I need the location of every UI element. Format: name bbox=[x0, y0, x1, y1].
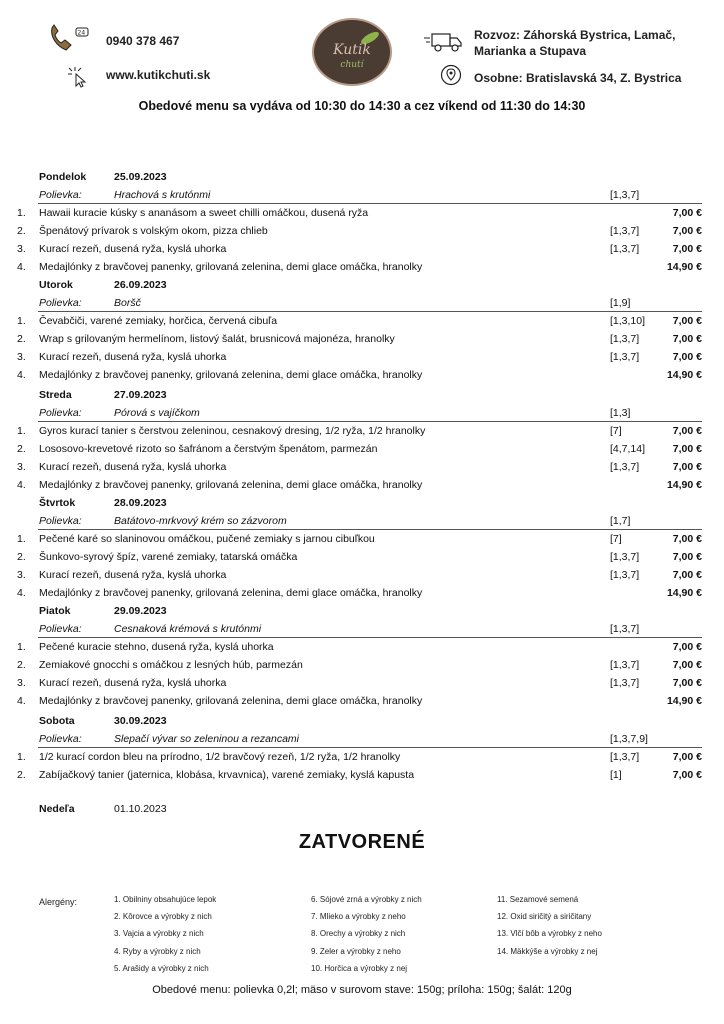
allergen-item: 4. Ryby a výrobky z nich bbox=[114, 946, 201, 956]
day-header bbox=[0, 168, 724, 186]
serving-hours: Obedové menu sa vydáva od 10:30 do 14:30 a cez víkend od 11:30 do 14:30 bbox=[138, 99, 586, 113]
allergen-item: 3. Vajcia a výrobky z nich bbox=[114, 929, 204, 939]
soup-name: Hrachová s krutónmi bbox=[114, 189, 211, 201]
menu-item bbox=[0, 584, 724, 602]
menu-item bbox=[0, 674, 724, 692]
menu-item bbox=[0, 258, 724, 276]
item-number: 1. bbox=[17, 641, 26, 653]
sunday-row bbox=[0, 800, 724, 818]
day-date: 30.09.2023 bbox=[114, 715, 167, 727]
item-number: 4. bbox=[17, 587, 26, 599]
soup-label: Polievka: bbox=[39, 515, 82, 527]
item-number: 3. bbox=[17, 243, 26, 255]
menu-item bbox=[0, 240, 724, 258]
item-number: 2. bbox=[17, 443, 26, 455]
soup-label: Polievka: bbox=[39, 189, 82, 201]
soup-name: Cesnaková krémová s krutónmi bbox=[114, 623, 262, 635]
dish-allergens: [7] bbox=[610, 533, 622, 545]
item-number: 2. bbox=[17, 769, 26, 781]
item-number: 2. bbox=[17, 225, 26, 237]
dish-name: Špenátový prívarok s volským okom, pizza chlieb bbox=[39, 225, 268, 237]
dish-name: Lososovo-krevetové rizoto so šafránom a čerstvým špenátom, parmezán bbox=[39, 443, 378, 455]
dish-allergens: [1,3,7] bbox=[610, 333, 640, 345]
menu-item bbox=[0, 204, 724, 222]
logo-subtext: chutí bbox=[340, 60, 364, 70]
day-date: 29.09.2023 bbox=[114, 605, 167, 617]
dish-price: 14,90 € bbox=[666, 369, 702, 381]
dish-price: 7,00 € bbox=[672, 677, 702, 689]
dish-price: 7,00 € bbox=[672, 551, 702, 563]
dish-name: Kurací rezeň, dusená ryža, kyslá uhorka bbox=[39, 569, 227, 581]
item-number: 3. bbox=[17, 351, 26, 363]
dish-name: Kurací rezeň, dusená ryža, kyslá uhorka bbox=[39, 461, 227, 473]
allergen-item: 13. Vlčí bôb a výrobky z neho bbox=[497, 929, 602, 939]
dish-name: Medajlónky z bravčovej panenky, grilovaná zelenina, demi glace omáčka, hranolky bbox=[39, 369, 423, 381]
dish-price: 7,00 € bbox=[672, 225, 702, 237]
dish-name: Kurací rezeň, dusená ryža, kyslá uhorka bbox=[39, 243, 227, 255]
dish-allergens: [1,3,7] bbox=[610, 659, 640, 671]
day-name: Piatok bbox=[39, 605, 71, 617]
logo bbox=[312, 18, 392, 86]
dish-price: 7,00 € bbox=[672, 751, 702, 763]
dish-allergens: [1,3,7] bbox=[610, 569, 640, 581]
menu-item bbox=[0, 748, 724, 766]
menu-item bbox=[0, 692, 724, 710]
allergen-item: 12. Oxid siričitý a siričitany bbox=[497, 912, 592, 922]
dish-price: 14,90 € bbox=[666, 587, 702, 599]
item-number: 2. bbox=[17, 333, 26, 345]
day-header bbox=[0, 602, 724, 620]
dish-price: 7,00 € bbox=[672, 315, 702, 327]
menu-item bbox=[0, 548, 724, 566]
dish-name: Medajlónky z bravčovej panenky, grilovaná zelenina, demi glace omáčka, hranolky bbox=[39, 695, 423, 707]
soup-name: Boršč bbox=[114, 297, 141, 309]
soup-allergens: [1,3] bbox=[610, 407, 631, 419]
item-number: 3. bbox=[17, 461, 26, 473]
soup-label: Polievka: bbox=[39, 733, 82, 745]
day-date: 26.09.2023 bbox=[114, 279, 167, 291]
item-number: 1. bbox=[17, 425, 26, 437]
soup-name: Slepačí vývar so zeleninou a rezancami bbox=[114, 733, 300, 745]
menu-item bbox=[0, 458, 724, 476]
menu-item bbox=[0, 766, 724, 784]
dish-price: 7,00 € bbox=[672, 333, 702, 345]
day-date: 27.09.2023 bbox=[114, 389, 167, 401]
delivery-line-1: Rozvoz: Záhorská Bystrica, Lamač, bbox=[474, 28, 676, 42]
day-header bbox=[0, 386, 724, 404]
menu-item bbox=[0, 566, 724, 584]
dish-price: 7,00 € bbox=[672, 569, 702, 581]
dish-name: Medajlónky z bravčovej panenky, grilovaná zelenina, demi glace omáčka, hranolky bbox=[39, 261, 423, 273]
soup-name: Batátovo-mrkvový krém so zázvorom bbox=[114, 515, 287, 527]
dish-price: 7,00 € bbox=[672, 243, 702, 255]
item-number: 1. bbox=[17, 207, 26, 219]
delivery-truck-icon bbox=[424, 30, 464, 54]
closed-notice: ZATVORENÉ bbox=[298, 831, 426, 853]
dish-price: 7,00 € bbox=[672, 351, 702, 363]
dish-name: 1/2 kurací cordon bleu na prírodno, 1/2 bravčový rezeň, 1/2 ryža, 1/2 hranolky bbox=[39, 751, 401, 763]
phone-icon bbox=[46, 22, 90, 54]
dish-name: Medajlónky z bravčovej panenky, grilovaná zelenina, demi glace omáčka, hranolky bbox=[39, 479, 423, 491]
dish-price: 7,00 € bbox=[672, 425, 702, 437]
dish-price: 7,00 € bbox=[672, 533, 702, 545]
allergen-item: 7. Mlieko a výrobky z neho bbox=[311, 912, 406, 922]
item-number: 1. bbox=[17, 315, 26, 327]
day-name: Sobota bbox=[39, 715, 75, 727]
menu-item bbox=[0, 330, 724, 348]
soup-label: Polievka: bbox=[39, 407, 82, 419]
allergen-item: 10. Horčica a výrobky z nej bbox=[311, 963, 408, 973]
day-header bbox=[0, 276, 724, 294]
soup-row bbox=[0, 404, 724, 422]
dish-allergens: [1,3,7] bbox=[610, 751, 640, 763]
menu-item bbox=[0, 656, 724, 674]
item-number: 4. bbox=[17, 369, 26, 381]
dish-allergens: [1,3,7] bbox=[610, 677, 640, 689]
menu-item bbox=[0, 530, 724, 548]
allergen-item: 2. Kôrovce a výrobky z nich bbox=[114, 912, 212, 922]
dish-name: Pečené kuracie stehno, dusená ryža, kyslá uhorka bbox=[39, 641, 274, 653]
allergens-label: Alergény: bbox=[39, 897, 78, 907]
dish-name: Pečené karé so slaninovou omáčkou, pučené zemiaky s jarnou cibuľkou bbox=[39, 533, 375, 545]
menu-item bbox=[0, 222, 724, 240]
item-number: 3. bbox=[17, 677, 26, 689]
item-number: 4. bbox=[17, 479, 26, 491]
allergen-item: 1. Obilniny obsahujúce lepok bbox=[114, 895, 217, 904]
day-name: Utorok bbox=[39, 279, 73, 291]
allergen-item: 5. Arašidy a výrobky z nich bbox=[114, 963, 209, 973]
dish-price: 7,00 € bbox=[672, 443, 702, 455]
phone-number[interactable]: 0940 378 467 bbox=[106, 34, 180, 48]
dish-name: Kurací rezeň, dusená ryža, kyslá uhorka bbox=[39, 677, 227, 689]
dish-price: 7,00 € bbox=[672, 207, 702, 219]
day-header bbox=[0, 712, 724, 730]
menu-item bbox=[0, 312, 724, 330]
dish-allergens: [4,7,14] bbox=[610, 443, 646, 455]
soup-allergens: [1,3,7] bbox=[610, 623, 640, 635]
day-date: 01.10.2023 bbox=[114, 803, 167, 815]
soup-row bbox=[0, 730, 724, 748]
dish-allergens: [1,3,10] bbox=[610, 315, 646, 327]
dish-name: Medajlónky z bravčovej panenky, grilovaná zelenina, demi glace omáčka, hranolky bbox=[39, 587, 423, 599]
dish-name: Čevabčiči, varené zemiaky, horčica, červená cibuľa bbox=[39, 315, 278, 327]
soup-row bbox=[0, 186, 724, 204]
menu-item bbox=[0, 440, 724, 458]
day-date: 25.09.2023 bbox=[114, 171, 167, 183]
menu-item bbox=[0, 476, 724, 494]
menu-item bbox=[0, 638, 724, 656]
soup-label: Polievka: bbox=[39, 623, 82, 635]
dish-allergens: [7] bbox=[610, 425, 622, 437]
dish-price: 14,90 € bbox=[666, 261, 702, 273]
allergen-item: 8. Orechy a výrobky z nich bbox=[311, 929, 406, 939]
dish-name: Šunkovo-syrový špíz, varené zemiaky, tatarská omáčka bbox=[39, 551, 298, 563]
logo-text: Kutik bbox=[333, 42, 371, 58]
website-link[interactable]: www.kutikchuti.sk bbox=[106, 68, 211, 82]
soup-allergens: [1,7] bbox=[610, 515, 631, 527]
dish-price: 14,90 € bbox=[666, 479, 702, 491]
dish-price: 7,00 € bbox=[672, 641, 702, 653]
soup-label: Polievka: bbox=[39, 297, 82, 309]
allergen-item: 6. Sójové zrná a výrobky z nich bbox=[311, 895, 422, 904]
dish-name: Hawaii kuracie kúsky s ananásom a sweet chilli omáčkou, dusená ryža bbox=[39, 207, 369, 219]
dish-price: 7,00 € bbox=[672, 461, 702, 473]
soup-row bbox=[0, 294, 724, 312]
soup-allergens: [1,3,7,9] bbox=[610, 733, 648, 745]
svg-text:24: 24 bbox=[77, 29, 86, 37]
dish-allergens: [1,3,7] bbox=[610, 225, 640, 237]
menu-item bbox=[0, 366, 724, 384]
item-number: 3. bbox=[17, 569, 26, 581]
menu-item bbox=[0, 348, 724, 366]
soup-allergens: [1,9] bbox=[610, 297, 631, 309]
item-number: 2. bbox=[17, 659, 26, 671]
cursor-click-icon bbox=[66, 66, 90, 88]
pickup-address: Osobne: Bratislavská 34, Z. Bystrica bbox=[474, 71, 682, 85]
day-name: Pondelok bbox=[39, 171, 87, 183]
dish-allergens: [1,3,7] bbox=[610, 461, 640, 473]
location-pin-icon bbox=[440, 64, 462, 88]
dish-price: 14,90 € bbox=[666, 695, 702, 707]
delivery-line-2: Marianka a Stupava bbox=[474, 44, 587, 58]
dish-name: Zabíjačkový tanier (jaternica, klobása, krvavnica), varené zemiaky, kyslá kapusta bbox=[39, 769, 415, 781]
item-number: 2. bbox=[17, 551, 26, 563]
item-number: 4. bbox=[17, 695, 26, 707]
dish-allergens: [1,3,7] bbox=[610, 351, 640, 363]
menu-item bbox=[0, 422, 724, 440]
dish-allergens: [1] bbox=[610, 769, 622, 781]
day-name: Nedeľa bbox=[39, 803, 75, 815]
dish-price: 7,00 € bbox=[672, 769, 702, 781]
day-header bbox=[0, 494, 724, 512]
item-number: 1. bbox=[17, 533, 26, 545]
allergen-item: 11. Sezamové semená bbox=[497, 895, 579, 904]
dish-allergens: [1,3,7] bbox=[610, 243, 640, 255]
soup-allergens: [1,3,7] bbox=[610, 189, 640, 201]
soup-row bbox=[0, 620, 724, 638]
item-number: 4. bbox=[17, 261, 26, 273]
allergen-item: 9. Zeler a výrobky z neho bbox=[311, 946, 401, 956]
soup-name: Pórová s vajíčkom bbox=[114, 407, 200, 419]
day-name: Štvrtok bbox=[39, 497, 76, 509]
dish-name: Gyros kurací tanier s čerstvou zeleninou, cesnakový dresing, 1/2 ryža, 1/2 hranolky bbox=[39, 425, 426, 437]
item-number: 1. bbox=[17, 751, 26, 763]
dish-allergens: [1,3,7] bbox=[610, 551, 640, 563]
day-name: Streda bbox=[39, 389, 72, 401]
dish-name: Kurací rezeň, dusená ryža, kyslá uhorka bbox=[39, 351, 227, 363]
dish-name: Zemiakové gnocchi s omáčkou z lesných húb, parmezán bbox=[39, 659, 303, 671]
dish-name: Wrap s grilovaným hermelínom, listový šalát, brusnicová majonéza, hranolky bbox=[39, 333, 395, 345]
day-date: 28.09.2023 bbox=[114, 497, 167, 509]
dish-price: 7,00 € bbox=[672, 659, 702, 671]
allergen-item: 14. Mäkkýše a výrobky z nej bbox=[497, 946, 598, 956]
soup-row bbox=[0, 512, 724, 530]
portion-sizes: Obedové menu: polievka 0,2l; mäso v surovom stave: 150g; príloha: 150g; šalát: 120g bbox=[152, 984, 572, 996]
